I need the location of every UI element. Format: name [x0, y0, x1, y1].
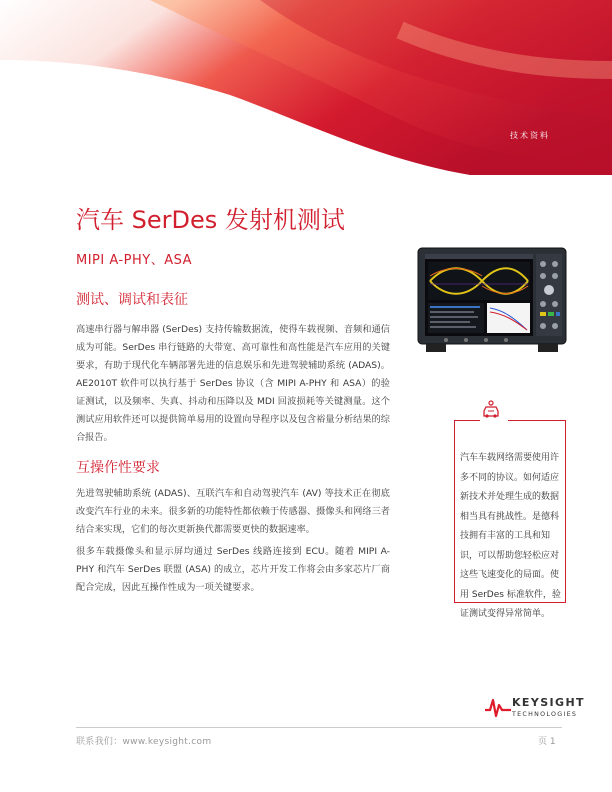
- document-type-label: 技术资料: [510, 131, 550, 140]
- page-title: 汽车 SerDes 发射机测试: [76, 206, 345, 234]
- logo-wordmark: KEYSIGHT: [512, 696, 585, 709]
- section-heading-testing: 测试、调试和表征: [76, 292, 188, 308]
- page-subtitle: MIPI A-PHY、ASA: [76, 253, 192, 268]
- section-heading-interop: 互操作性要求: [76, 460, 160, 476]
- car-info-icon: [480, 399, 502, 421]
- section-interop-paragraph-2: 很多车载摄像头和显示屏均通过 SerDes 线路连接到 ECU。随着 MIPI A-PHY 和汽车 SerDes 联盟 (ASA) 的成立，芯片开发工作将会由多家芯片厂商配合完成，因此互操作性成为一项关键要求。: [76, 546, 390, 593]
- footer-contact-link[interactable]: 联系我们：www.keysight.com: [76, 737, 212, 747]
- header-banner: [0, 0, 612, 175]
- keysight-logo-icon: [484, 696, 512, 722]
- callout-text: 汽车车载网络需要使用许多不同的协议。如何适应新技术并处理生成的数据相当具有挑战性。是德科技拥有丰富的工具和知识，可以帮助您轻松应对这些飞速变化的局面。使用 SerDes 标准软件，验证测试变得异常简单。: [460, 453, 561, 619]
- oscilloscope-image: [416, 246, 568, 362]
- logo-tagline: TECHNOLOGIES: [512, 711, 578, 718]
- oscilloscope-graphic: [416, 246, 568, 358]
- banner-graphic: [0, 0, 612, 175]
- page-number: 页 1: [538, 737, 556, 747]
- section-testing-paragraph: 高速串行器与解串器 (SerDes) 支持传输数据流，使得车载视频、音频和通信成为可能。SerDes 串行链路的大带宽、高可靠性和高性能是汽车应用的关键要求，有助于现代化车辆部署先进的信息娱乐和先进驾驶辅助系统 (ADAS)。AE2010T 软件可以执行基于 SerDes 协议（含 MIPI A-PHY 和 ASA）的验证测试，以及频率、失真、抖动和压降以及 MDI 回波损耗等关键测量。这个测试应用软件还可以提供简单易用的设置向导程序以及包含裕量分析结果的综合报告。: [76, 324, 390, 443]
- section-interop-paragraph-1: 先进驾驶辅助系统 (ADAS)、互联汽车和自动驾驶汽车 (AV) 等技术正在彻底改变汽车行业的未来。很多新的功能特性都依赖于传感器、摄像头和网络三者结合来实现，它们的每次更新换代都需要更快的数据速率。: [76, 488, 390, 535]
- footer-divider: [76, 727, 562, 728]
